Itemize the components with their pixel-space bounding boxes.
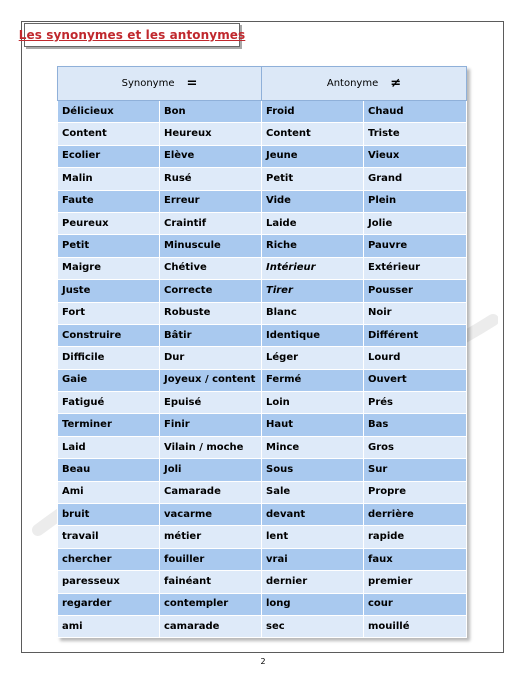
word-cell: Maigre [58, 257, 160, 279]
synonym-cell: Minuscule [160, 235, 262, 257]
table-row [58, 593, 467, 615]
word-cell: ami [58, 615, 160, 637]
table-row [58, 347, 467, 369]
table-row [58, 504, 467, 526]
table-row [58, 235, 467, 257]
antonym-cell: Vieux [364, 145, 467, 167]
table-row [58, 571, 467, 593]
word-cell-antonym: Intérieur [262, 257, 364, 279]
table-row [58, 257, 467, 279]
table-row [58, 302, 467, 324]
synonym-cell: Chétive [160, 257, 262, 279]
synonym-cell: Dur [160, 347, 262, 369]
table-row [58, 324, 467, 346]
word-cell-antonym: Haut [262, 414, 364, 436]
table-row [58, 481, 467, 503]
word-cell: Faute [58, 190, 160, 212]
antonym-cell: faux [364, 548, 467, 570]
word-cell-antonym: Loin [262, 392, 364, 414]
vocabulary-table [57, 66, 467, 638]
synonym-cell: fainéant [160, 571, 262, 593]
table-row [58, 548, 467, 570]
table-row [58, 145, 467, 167]
word-cell: Difficile [58, 347, 160, 369]
word-cell: Ecolier [58, 145, 160, 167]
word-cell: Beau [58, 459, 160, 481]
antonym-cell: Lourd [364, 347, 467, 369]
synonym-cell: Craintif [160, 212, 262, 234]
antonym-cell: Pousser [364, 280, 467, 302]
word-cell-antonym: lent [262, 526, 364, 548]
word-cell-antonym: Tirer [262, 280, 364, 302]
synonyme-header [58, 67, 262, 101]
synonym-cell: métier [160, 526, 262, 548]
synonym-cell: camarade [160, 615, 262, 637]
word-cell-antonym: Sous [262, 459, 364, 481]
antonym-cell: Extérieur [364, 257, 467, 279]
antonyme-label: Antonyme [326, 78, 379, 89]
word-cell-antonym: dernier [262, 571, 364, 593]
antonym-cell: rapide [364, 526, 467, 548]
antonym-cell: Jolie [364, 212, 467, 234]
word-cell: Petit [58, 235, 160, 257]
word-cell: paresseux [58, 571, 160, 593]
synonym-cell: Erreur [160, 190, 262, 212]
word-cell: bruit [58, 504, 160, 526]
word-cell-antonym: Fermé [262, 369, 364, 391]
word-cell-antonym: Petit [262, 168, 364, 190]
word-cell: Construire [58, 324, 160, 346]
antonym-cell: mouillé [364, 615, 467, 637]
word-cell: Fort [58, 302, 160, 324]
word-cell-antonym: Content [262, 123, 364, 145]
word-cell-antonym: Sale [262, 481, 364, 503]
antonym-cell: Différent [364, 324, 467, 346]
word-cell: Juste [58, 280, 160, 302]
word-cell: Laid [58, 436, 160, 458]
word-cell: Gaie [58, 369, 160, 391]
antonym-cell: Ouvert [364, 369, 467, 391]
synonyme-label: Synonyme [121, 78, 175, 89]
word-cell-antonym: vrai [262, 548, 364, 570]
antonym-cell: Noir [364, 302, 467, 324]
synonym-cell: Epuisé [160, 392, 262, 414]
word-cell: Content [58, 123, 160, 145]
word-cell-antonym: devant [262, 504, 364, 526]
synonym-cell: Correcte [160, 280, 262, 302]
antonym-cell: Sur [364, 459, 467, 481]
antonym-cell: Grand [364, 168, 467, 190]
word-cell: Peureux [58, 212, 160, 234]
word-cell-antonym: Léger [262, 347, 364, 369]
table-row [58, 369, 467, 391]
synonym-cell: Robuste [160, 302, 262, 324]
word-cell-antonym: Identique [262, 324, 364, 346]
synonym-cell: vacarme [160, 504, 262, 526]
table-row [58, 101, 467, 123]
synonym-cell: Elève [160, 145, 262, 167]
antonym-cell: Triste [364, 123, 467, 145]
word-cell: Terminer [58, 414, 160, 436]
table-row [58, 526, 467, 548]
table-body [58, 101, 467, 638]
table-row [58, 212, 467, 234]
word-cell-antonym: Jeune [262, 145, 364, 167]
word-cell-antonym: Blanc [262, 302, 364, 324]
equals-symbol: = [186, 76, 198, 91]
word-cell-antonym: Mince [262, 436, 364, 458]
table-row [58, 190, 467, 212]
word-cell-antonym: Vide [262, 190, 364, 212]
word-cell-antonym: Riche [262, 235, 364, 257]
title-box [18, 23, 246, 47]
table-row [58, 436, 467, 458]
synonym-cell: Camarade [160, 481, 262, 503]
table-row [58, 615, 467, 637]
word-cell-antonym: sec [262, 615, 364, 637]
page-number: 2 [260, 657, 266, 666]
word-cell-antonym: Laide [262, 212, 364, 234]
word-cell: Délicieux [58, 101, 160, 123]
antonym-cell: derrière [364, 504, 467, 526]
word-cell-antonym: Froid [262, 101, 364, 123]
antonym-cell: cour [364, 593, 467, 615]
synonym-cell: Rusé [160, 168, 262, 190]
not-equal-symbol: ≠ [390, 76, 402, 91]
table-row [58, 392, 467, 414]
table-row [58, 414, 467, 436]
antonym-cell: Prés [364, 392, 467, 414]
antonym-cell: Pauvre [364, 235, 467, 257]
antonym-cell: Plein [364, 190, 467, 212]
word-cell: regarder [58, 593, 160, 615]
page-title: Les synonymes et les antonymes [18, 28, 246, 42]
synonym-cell: Joli [160, 459, 262, 481]
table-row [58, 168, 467, 190]
synonym-cell: Heureux [160, 123, 262, 145]
antonyme-header [262, 67, 467, 101]
table-row [58, 459, 467, 481]
antonym-cell: Propre [364, 481, 467, 503]
synonym-cell: Vilain / moche [160, 436, 262, 458]
table-row [58, 280, 467, 302]
word-cell: chercher [58, 548, 160, 570]
synonym-cell: contempler [160, 593, 262, 615]
word-cell: Ami [58, 481, 160, 503]
synonym-cell: fouiller [160, 548, 262, 570]
antonym-cell: Bas [364, 414, 467, 436]
antonym-cell: premier [364, 571, 467, 593]
word-cell: Fatigué [58, 392, 160, 414]
table-header-row [58, 67, 467, 101]
synonym-cell: Joyeux / content [160, 369, 262, 391]
antonym-cell: Gros [364, 436, 467, 458]
word-cell-antonym: long [262, 593, 364, 615]
word-cell: Malin [58, 168, 160, 190]
word-cell: travail [58, 526, 160, 548]
synonym-cell: Finir [160, 414, 262, 436]
table-row [58, 123, 467, 145]
antonym-cell: Chaud [364, 101, 467, 123]
synonym-cell: Bâtir [160, 324, 262, 346]
synonym-cell: Bon [160, 101, 262, 123]
